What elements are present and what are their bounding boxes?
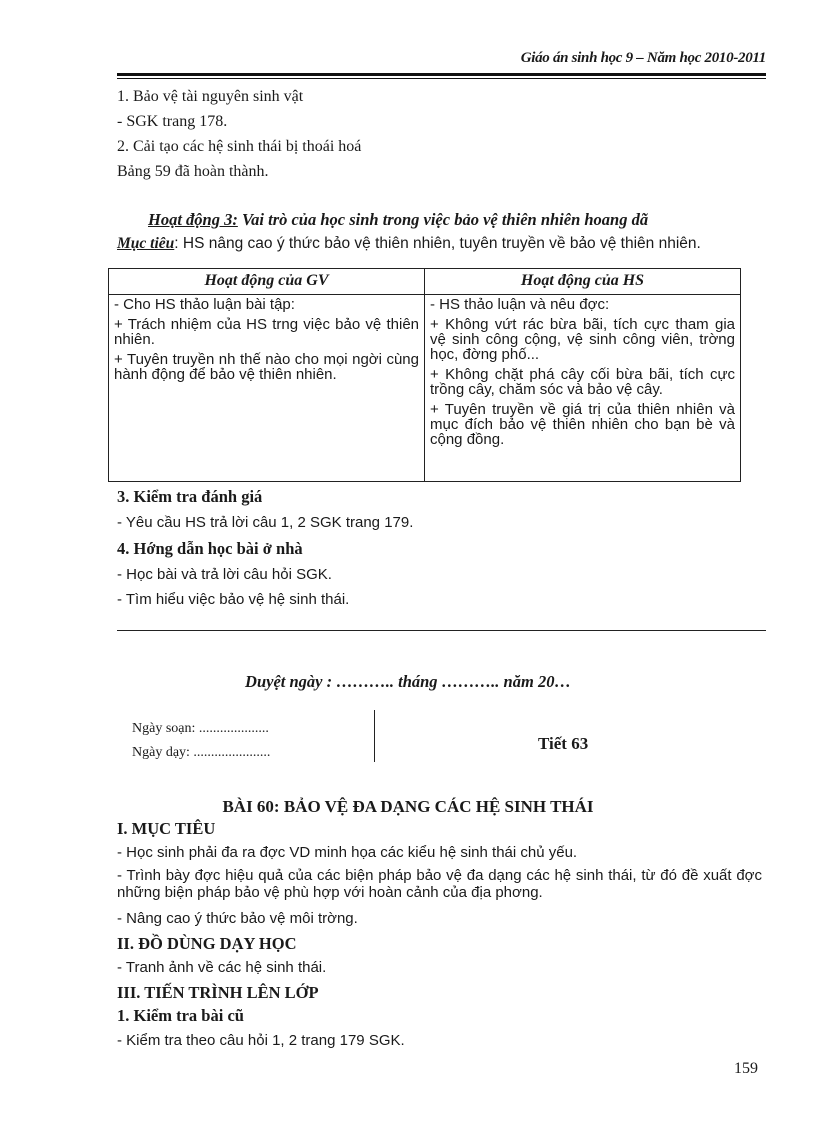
approval-line: Duyệt ngày : ……….. tháng ……….. năm 20… bbox=[245, 672, 571, 691]
hs-item: + Tuyên truyền về giá trị của thiên nhiên và mục đích bảo vệ thiên nhiên cho bạn bè và cộng đồng. bbox=[430, 401, 735, 448]
goal-text: : HS nâng cao ý thức bảo vệ thiên nhiên, tuyên truyền về bảo vệ thiên nhiên. bbox=[174, 235, 701, 252]
period-number: Tiết 63 bbox=[538, 734, 589, 753]
intro-line: 2. Cải tạo các hệ sinh thái bị thoái hoá bbox=[117, 138, 362, 155]
page-number: 159 bbox=[734, 1060, 758, 1077]
activity-3-text: Vai trò của học sinh trong việc bảo vệ thiên nhiên hoang dã bbox=[237, 210, 649, 229]
section-3-line: - Yêu cầu HS trả lời câu 1, 2 SGK trang 179. bbox=[117, 514, 414, 531]
part-1-line: - Nâng cao ý thức bảo vệ môi trờng. bbox=[117, 910, 358, 927]
hs-item: + Không chặt phá cây cối bừa bãi, tích cực trồng cây, chăm sóc và bảo vệ cây. bbox=[430, 366, 735, 398]
page-header-title: Giáo án sinh học 9 – Năm học 2010-2011 bbox=[520, 50, 766, 66]
part-1-line: - Trình bày đợc hiệu quả của các biện pháp bảo vệ đa dạng các hệ sinh thái, từ đó đề xuất đợc những biện pháp bảo vệ phù hợp với hoàn cảnh của địa phơng. bbox=[117, 867, 762, 901]
section-4-heading: 4. Hớng dẫn học bài ở nhà bbox=[117, 539, 303, 558]
activity-3-label: Hoạt động 3: bbox=[148, 210, 238, 229]
section-4-line: - Học bài và trả lời câu hỏi SGK. bbox=[117, 566, 332, 583]
part-3-heading: III. TIẾN TRÌNH LÊN LỚP bbox=[117, 983, 319, 1002]
part-1-line: - Học sinh phải đa ra đợc VD minh họa các kiểu hệ sinh thái chủ yếu. bbox=[117, 844, 578, 861]
section-divider bbox=[117, 630, 766, 631]
gv-item: + Trách nhiệm của HS trng việc bảo vệ thiên nhiên. bbox=[114, 316, 419, 348]
intro-line: - SGK trang 178. bbox=[117, 113, 228, 130]
goal-label: Mục tiêu bbox=[117, 235, 175, 252]
gv-item: - Cho HS thảo luận bài tập: bbox=[114, 296, 295, 313]
header-divider bbox=[374, 710, 375, 762]
activity-3-goal bbox=[117, 236, 762, 252]
teach-date: Ngày dạy: ...................... bbox=[132, 745, 271, 760]
intro-line: 1. Bảo vệ tài nguyên sinh vật bbox=[117, 88, 304, 105]
table-header-hs: Hoạt động của HS bbox=[425, 269, 741, 295]
part-1-heading: I. MỤC TIÊU bbox=[117, 819, 216, 838]
hs-item: + Không vứt rác bừa bãi, tích cực tham gia vệ sinh công cộng, vệ sinh công viên, trờng học, đờng phố... bbox=[430, 316, 735, 363]
header-rule-thin bbox=[117, 78, 766, 79]
gv-item: + Tuyên truyền nh thế nào cho mọi ngời cùng hành động để bảo vệ thiên nhiên. bbox=[114, 351, 419, 383]
old-lesson-heading: 1. Kiểm tra bài cũ bbox=[117, 1006, 244, 1025]
table-cell-hs bbox=[425, 295, 741, 482]
activity-table bbox=[108, 268, 741, 482]
section-3-heading: 3. Kiểm tra đánh giá bbox=[117, 487, 263, 506]
header-rule-thick bbox=[117, 73, 766, 76]
lesson-title: BÀI 60: BẢO VỆ ĐA DẠNG CÁC HỆ SINH THÁI bbox=[222, 797, 594, 816]
table-cell-gv bbox=[109, 295, 425, 482]
intro-line: Bảng 59 đã hoàn thành. bbox=[117, 163, 269, 180]
old-lesson-line: - Kiểm tra theo câu hỏi 1, 2 trang 179 SGK. bbox=[117, 1032, 405, 1049]
part-2-line: - Tranh ảnh về các hệ sinh thái. bbox=[117, 959, 327, 976]
prep-date: Ngày soạn: .................... bbox=[132, 721, 269, 736]
activity-3-title bbox=[148, 210, 648, 230]
table-header-gv: Hoạt động của GV bbox=[109, 269, 425, 295]
section-4-line: - Tìm hiểu việc bảo vệ hệ sinh thái. bbox=[117, 591, 350, 608]
hs-item: - HS thảo luận và nêu đợc: bbox=[430, 296, 610, 313]
part-2-heading: II. ĐỒ DÙNG DẠY HỌC bbox=[117, 934, 297, 953]
